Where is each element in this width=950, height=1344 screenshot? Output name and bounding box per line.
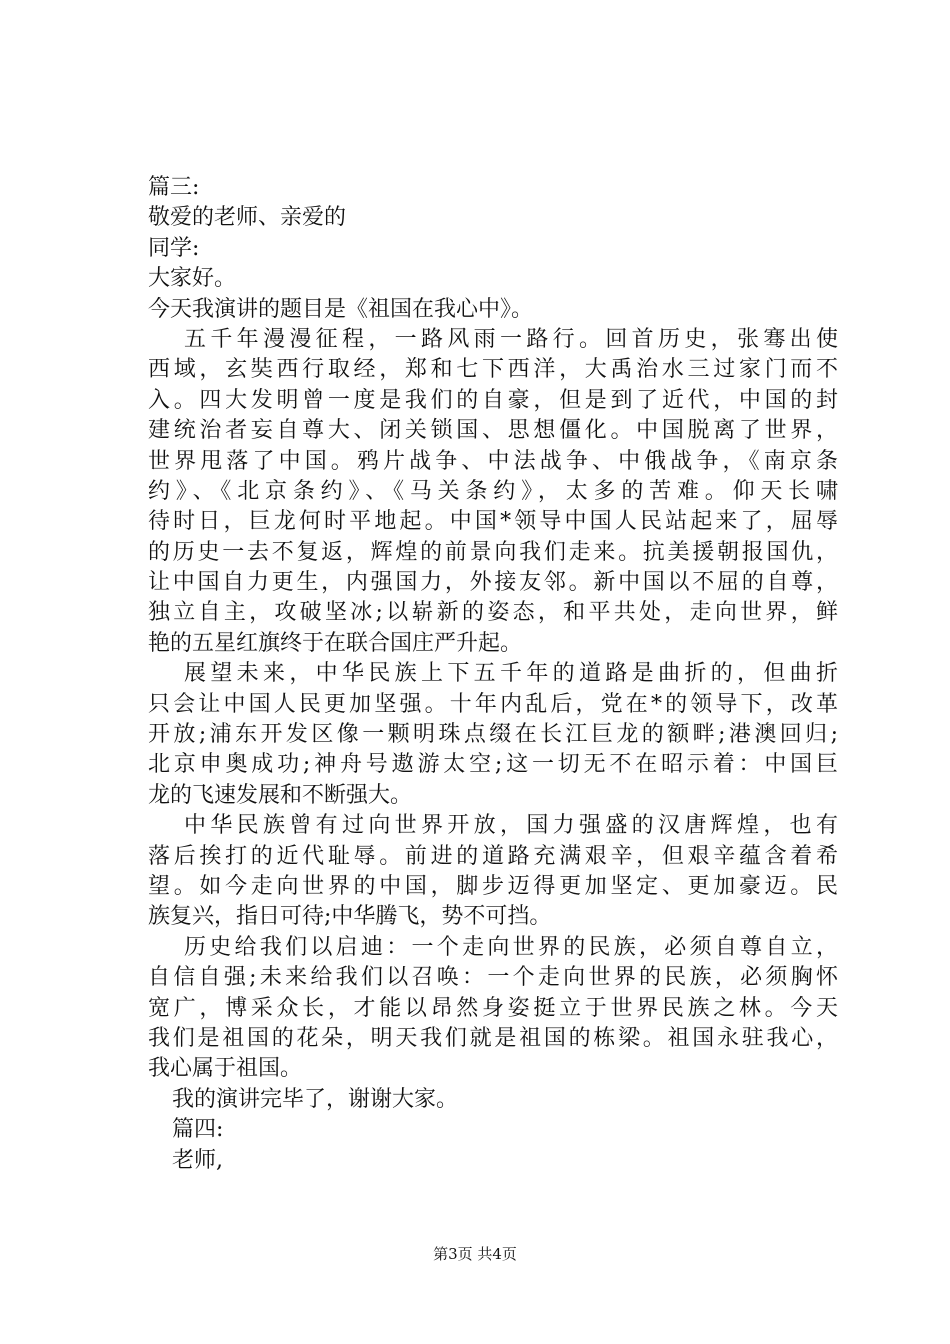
paragraph-line: 让中国自力更生，内强国力，外接友邻。新中国以不屈的自尊， xyxy=(148,570,838,596)
paragraph-line: 中华民族曾有过向世界开放，国力强盛的汉唐辉煌，也有 xyxy=(184,813,838,839)
paragraph-line: 北京申奥成功;神舟号遨游太空;这一切无不在昭示着：中国巨 xyxy=(148,752,838,778)
closing-line: 我的演讲完毕了，谢谢大家。 xyxy=(172,1086,459,1112)
paragraph-line: 望。如今走向世界的中国，脚步迈得更加坚定、更加豪迈。民 xyxy=(148,873,838,899)
paragraph-line: 五千年漫漫征程，一路风雨一路行。回首历史，张骞出使 xyxy=(184,326,838,352)
paragraph-line: 只会让中国人民更加坚强。十年内乱后，党在*的领导下，改革 xyxy=(148,691,838,717)
paragraph-line: 建统治者妄自尊大、闭关锁国、思想僵化。中国脱离了世界， xyxy=(148,418,838,444)
section-heading: 篇三: xyxy=(148,175,200,200)
paragraph-line: 艳的五星红旗终于在联合国庄严升起。 xyxy=(148,630,523,656)
paragraph-line: 独立自主，攻破坚冰;以崭新的姿态，和平共处，走向世界，鲜 xyxy=(148,600,838,626)
paragraph-line: 世界甩落了中国。鸦片战争、中法战争、中俄战争，《南京条 xyxy=(148,448,838,474)
paragraph-line: 入。四大发明曾一度是我们的自豪，但是到了近代，中国的封 xyxy=(148,387,838,413)
paragraph-line: 历史给我们以启迪：一个走向世界的民族，必须自尊自立， xyxy=(184,934,838,960)
page-footer xyxy=(0,1244,950,1264)
document-body xyxy=(148,173,838,1176)
paragraph-line: 族复兴，指日可待;中华腾飞，势不可挡。 xyxy=(148,904,552,930)
section-heading: 篇四: xyxy=(172,1117,224,1143)
paragraph-line: 我心属于祖国。 xyxy=(148,1056,303,1082)
greeting-line: 大家好。 xyxy=(148,266,237,292)
salutation-line: 同学: xyxy=(148,235,200,261)
paragraph-line: 展望未来，中华民族上下五千年的道路是曲折的，但曲折 xyxy=(184,661,838,687)
paragraph-line: 的历史一去不复返，辉煌的前景向我们走来。抗美援朝报国仇， xyxy=(148,539,838,565)
page-number: 第3页 共4页 xyxy=(433,1245,517,1263)
paragraph-line: 开放;浦东开发区像一颗明珠点缀在长江巨龙的额畔;港澳回归; xyxy=(148,722,838,748)
paragraph-line: 西域，玄奘西行取经，郑和七下西洋，大禹治水三过家门而不 xyxy=(148,357,838,383)
paragraph-line: 龙的飞速发展和不断强大。 xyxy=(148,782,413,808)
salutation-line: 老师, xyxy=(172,1147,223,1173)
topic-line: 今天我演讲的题目是《祖国在我心中》。 xyxy=(148,296,534,322)
paragraph-line: 落后挨打的近代耻辱。前进的道路充满艰辛，但艰辛蕴含着希 xyxy=(148,843,838,869)
salutation-line: 敬爱的老师、亲爱的 xyxy=(148,205,347,231)
paragraph-line: 待时日，巨龙何时平地起。中国*领导中国人民站起来了，屈辱 xyxy=(148,509,838,535)
paragraph-line: 我们是祖国的花朵，明天我们就是祖国的栋梁。祖国永驻我心， xyxy=(148,1025,838,1051)
paragraph-line: 宽广，博采众长，才能以昂然身姿挺立于世界民族之林。今天 xyxy=(148,995,838,1021)
paragraph-line: 自信自强;未来给我们以召唤：一个走向世界的民族，必须胸怀 xyxy=(148,965,838,991)
paragraph-line: 约》、《北京条约》、《马关条约》，太多的苦难。仰天长啸 xyxy=(148,478,838,504)
